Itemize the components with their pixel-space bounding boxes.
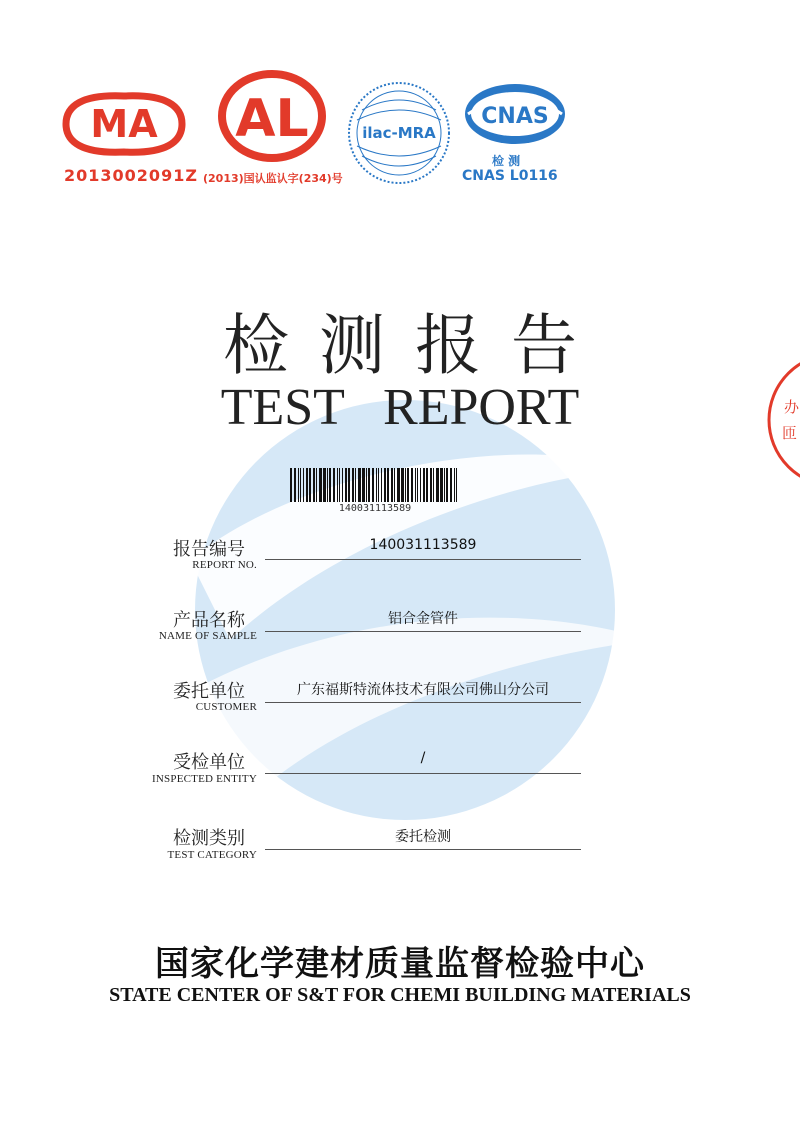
barcode-bar xyxy=(368,468,370,502)
customer-label-cn: 委托单位 xyxy=(173,681,245,702)
barcode-bar xyxy=(446,468,448,502)
ilac-mra-logo-icon xyxy=(346,80,452,186)
report-title-cn: 检测报告 xyxy=(223,307,607,384)
cnas-seal-icon xyxy=(460,80,570,150)
barcode-bar xyxy=(430,468,432,502)
customer-label-en: CUSTOMER xyxy=(195,701,257,713)
organization-name-cn: 国家化学建材质量监督检验中心 xyxy=(155,944,645,984)
barcode-bar xyxy=(355,468,356,502)
report-no-underline xyxy=(265,559,581,560)
test-category-underline xyxy=(265,849,581,850)
cma-mark: MA xyxy=(90,102,158,146)
ilac-mark: ilac-MRA xyxy=(362,124,436,142)
barcode-bar xyxy=(436,468,439,502)
barcode-bar xyxy=(417,468,418,502)
cma-seal-icon xyxy=(62,92,186,156)
barcode-bar xyxy=(303,468,304,502)
sample-name-underline xyxy=(265,631,581,632)
barcode-bar xyxy=(454,468,455,502)
barcode-bar xyxy=(423,468,425,502)
barcode-bar xyxy=(376,468,377,502)
report-title-en: TEST REPORT xyxy=(220,379,580,436)
barcode-bar xyxy=(450,468,452,502)
barcode-bar xyxy=(333,468,335,502)
barcode-bar xyxy=(323,468,326,502)
barcode-bar xyxy=(394,468,395,502)
barcode-bar xyxy=(391,468,393,502)
barcode-bar xyxy=(405,468,406,502)
barcode-bar xyxy=(387,468,389,502)
report-no-label-cn: 报告编号 xyxy=(173,539,245,560)
barcode-bar xyxy=(313,468,315,502)
barcode-bar xyxy=(401,468,404,502)
cal-mark: AL xyxy=(235,89,309,149)
sample-name-label-cn: 产品名称 xyxy=(173,610,245,631)
test-category-value: 委托检测 xyxy=(395,829,451,845)
barcode-bar xyxy=(433,468,434,502)
customer-underline xyxy=(265,702,581,703)
barcode-bar xyxy=(366,468,367,502)
inspected-entity-label-cn: 受检单位 xyxy=(173,752,245,773)
barcode-bar xyxy=(407,468,409,502)
barcode-bar xyxy=(358,468,361,502)
cal-seal-icon xyxy=(216,68,328,164)
barcode-bar xyxy=(372,468,374,502)
customer-value: 广东福斯特流体技术有限公司佛山分公司 xyxy=(297,682,549,698)
barcode-bar xyxy=(327,468,328,502)
barcode-bar xyxy=(290,468,292,502)
svg-text:办: 办 xyxy=(784,398,800,416)
sample-name-value: 铝合金管件 xyxy=(388,611,458,627)
barcode-bar xyxy=(384,468,386,502)
barcode-bar xyxy=(378,468,379,502)
cnas-label-cn: 检 测 xyxy=(492,154,521,168)
barcode-bar xyxy=(420,468,421,502)
barcode-bar xyxy=(309,468,311,502)
inspected-entity-value: / xyxy=(420,750,426,766)
organization-name-en: STATE CENTER OF S&T FOR CHEMI BUILDING MATERIALS xyxy=(109,984,691,1006)
barcode-bar xyxy=(444,468,445,502)
cma-code: 2013002091Z xyxy=(64,166,198,185)
barcode-bar xyxy=(397,468,400,502)
barcode-bar xyxy=(381,468,382,502)
barcode-bar xyxy=(456,468,457,502)
barcode-bar xyxy=(298,468,299,502)
barcode-bar xyxy=(316,468,317,502)
inspected-entity-label-en: INSPECTED ENTITY xyxy=(152,773,257,785)
barcode-bar xyxy=(306,468,308,502)
barcode-bar xyxy=(319,468,322,502)
barcode-bar xyxy=(345,468,347,502)
cnas-code: CNAS L0116 xyxy=(462,168,558,184)
barcode-bar xyxy=(337,468,338,502)
barcode-bar xyxy=(440,468,443,502)
report-no-label-en: REPORT NO. xyxy=(192,559,257,571)
barcode-icon xyxy=(290,468,460,502)
svg-text:匝: 匝 xyxy=(782,424,798,442)
barcode-bar xyxy=(415,468,416,502)
barcode-bar xyxy=(352,468,354,502)
barcode-bar xyxy=(411,468,413,502)
barcode-bar xyxy=(426,468,428,502)
test-category-label-en: TEST CATEGORY xyxy=(167,849,257,861)
barcode-bar xyxy=(329,468,331,502)
sample-name-label-en: NAME OF SAMPLE xyxy=(158,630,257,642)
cal-code: (2013)国认监认字(234)号 xyxy=(203,172,343,185)
barcode-bar xyxy=(362,468,365,502)
inspected-entity-underline xyxy=(265,773,581,774)
barcode-number: 140031113589 xyxy=(338,503,412,514)
barcode-bar xyxy=(339,468,340,502)
test-category-label-cn: 检测类别 xyxy=(173,828,245,849)
barcode-bar xyxy=(300,468,301,502)
cnas-mark: CNAS xyxy=(481,104,549,129)
barcode-bar xyxy=(348,468,350,502)
barcode-bar xyxy=(342,468,343,502)
report-no-value: 140031113589 xyxy=(369,537,477,553)
barcode-bar xyxy=(294,468,296,502)
